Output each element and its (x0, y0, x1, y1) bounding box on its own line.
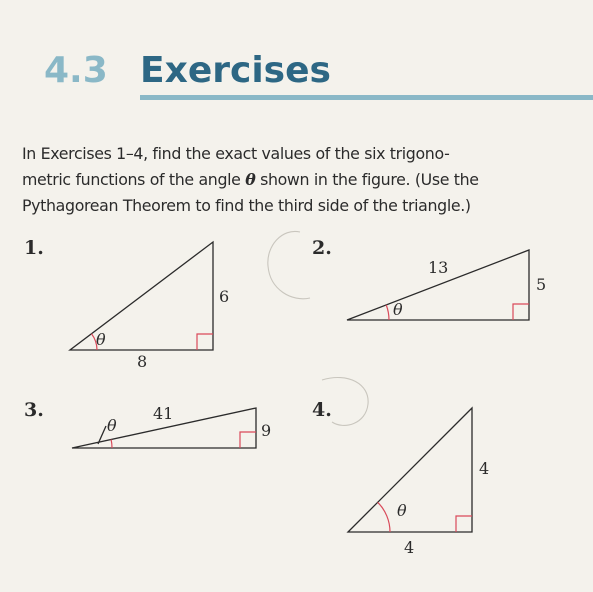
pencil-scribble-1 (268, 231, 310, 298)
triangle-2-label-hypotenuse: 13 (428, 258, 449, 277)
triangle-2-theta: θ (393, 300, 403, 319)
exercise-3-number: 3. (24, 399, 44, 421)
triangle-2-right-angle-mark (513, 304, 529, 320)
instructions-line-2-end: shown in the figure. (Use the (255, 170, 479, 189)
exercise-2-number: 2. (312, 237, 332, 259)
section-title: Exercises (140, 50, 331, 91)
pencil-scribble-2 (322, 377, 368, 425)
triangle-2 (347, 250, 546, 320)
exercise-1-number: 1. (24, 237, 44, 259)
instructions-line-3: Pythagorean Theorem to find the third side of the triangle.) (22, 196, 471, 215)
triangle-3-theta: θ (107, 416, 117, 435)
instructions-line-2-start: metric functions of the angle (22, 170, 246, 189)
triangle-1-theta: θ (96, 330, 106, 349)
instructions-line-1: In Exercises 1–4, find the exact values of the six trigono- (22, 144, 450, 163)
triangle-4-theta: θ (397, 501, 407, 520)
triangle-3-right-angle-mark (240, 432, 256, 448)
triangle-1-right-angle-mark (197, 334, 213, 350)
triangle-3 (72, 404, 271, 448)
triangle-4-outline (348, 408, 472, 532)
triangle-4 (348, 408, 489, 557)
triangle-1-label-side: 6 (219, 287, 230, 306)
theta-symbol: θ (245, 170, 256, 189)
triangle-2-label-side: 5 (536, 275, 547, 294)
triangle-3-label-side: 9 (261, 421, 272, 440)
triangle-2-angle-arc (386, 305, 389, 320)
triangle-3-angle-arc (111, 440, 112, 449)
triangle-3-label-hypotenuse: 41 (153, 404, 174, 423)
triangle-4-label-side: 4 (479, 459, 490, 478)
triangle-1-label-base: 8 (137, 352, 148, 371)
section-number: 4.3 (44, 50, 108, 91)
triangle-1 (70, 242, 229, 371)
triangle-4-label-base: 4 (404, 538, 415, 557)
triangle-4-angle-arc (378, 502, 390, 532)
triangle-4-right-angle-mark (456, 516, 472, 532)
exercise-4-number: 4. (312, 399, 332, 421)
